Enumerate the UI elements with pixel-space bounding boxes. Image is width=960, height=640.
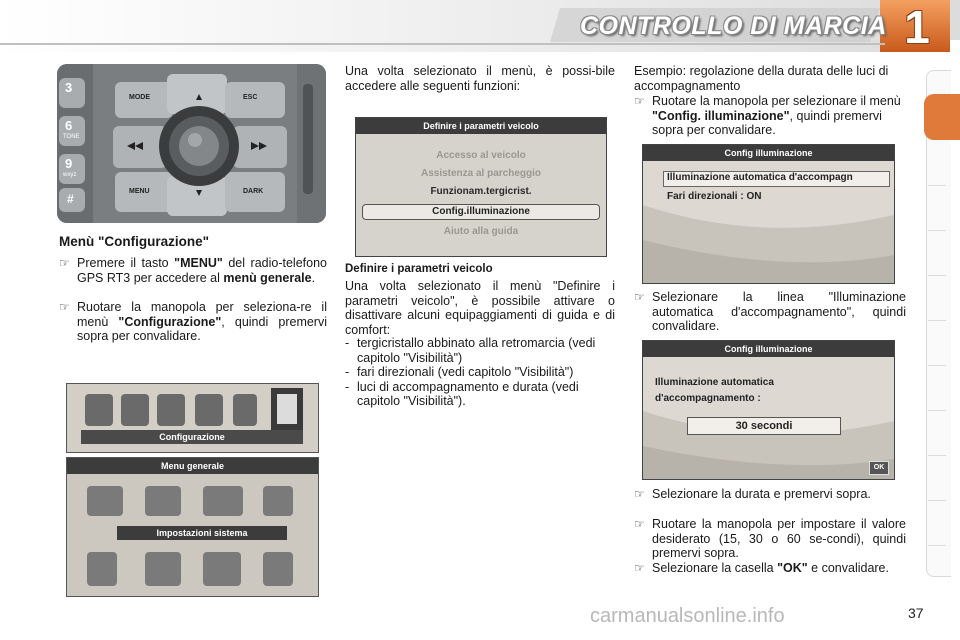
key-9-label: 9 — [65, 156, 73, 171]
pointing-hand-icon: ☞ — [634, 517, 645, 531]
text-run: Premere il tasto — [77, 256, 175, 270]
key-hash-label: # — [67, 192, 74, 206]
tab-divider — [928, 500, 946, 501]
col3-item-5 — [634, 561, 906, 576]
menu-item-assistenza[interactable]: Assistenza al parcheggio — [420, 168, 542, 179]
config-bar-label: Configurazione — [159, 432, 225, 442]
screen-background-drawing — [643, 341, 894, 479]
esc-button-label: ESC — [243, 94, 258, 101]
definire-parametri-screen — [355, 117, 607, 257]
dash-item — [345, 380, 615, 409]
dash-marker: - — [345, 365, 350, 379]
tab-divider — [928, 185, 946, 186]
bold-run: menù generale — [223, 270, 312, 285]
config-illuminazione-screen-2 — [642, 340, 895, 480]
screen-line-2: d'accompagnamento : — [655, 393, 761, 404]
menu-generale-screen — [66, 457, 319, 597]
radio-control-panel — [57, 64, 326, 223]
col3-intro: Esempio: regolazione della durata delle luci di accompagnamento — [634, 64, 889, 93]
heading-definire-parametri: Definire i parametri veicolo — [345, 263, 493, 275]
screen-title: Config illuminazione — [643, 341, 894, 357]
pointing-hand-icon: ☞ — [634, 561, 645, 575]
dash-item-text: fari direzionali (vedi capitolo "Visibilità") — [357, 365, 574, 379]
config-item-2 — [59, 300, 327, 344]
active-chapter-tab[interactable] — [924, 94, 960, 140]
pointing-hand-icon: ☞ — [59, 256, 70, 270]
pointing-hand-icon: ☞ — [59, 300, 70, 314]
text-run: e convalidare. — [807, 561, 889, 575]
menu-button-label: MENU — [129, 188, 150, 195]
col3-item-2-text: Selezionare la linea "Illuminazione automatica d'accompagnamento", quindi convalidare. — [652, 290, 906, 333]
col3-item-2 — [634, 290, 906, 334]
menu-item-aiuto-guida[interactable]: Aiuto alla guida — [443, 226, 519, 237]
tab-divider — [928, 545, 946, 546]
screen-title: Definire i parametri veicolo — [356, 118, 606, 134]
pointing-hand-icon: ☞ — [634, 487, 645, 501]
tab-divider — [928, 455, 946, 456]
col2-intro: Una volta selezionato il menù, è possi-bile accedere alle seguenti funzioni: — [345, 64, 615, 93]
config-item-1 — [59, 256, 327, 285]
dash-item — [345, 365, 615, 380]
pointing-hand-icon: ☞ — [634, 290, 645, 304]
screen-line-1: Illuminazione automatica — [655, 377, 774, 388]
dash-list — [345, 336, 615, 409]
text-run: Ruotare la manopola per selezionare il menù — [652, 94, 901, 108]
key-9-sublabel: wxyz — [63, 172, 77, 178]
dash-item-text: luci di accompagnamento e durata (vedi capitolo "Visibilità"). — [357, 379, 579, 408]
dash-item-text: tergicristallo abbinato alla retromarcia (vedi capitolo "Visibilità") — [357, 336, 596, 365]
menu-item-config-illuminazione[interactable]: Config.illuminazione — [432, 206, 530, 217]
screen-title: Config illuminazione — [643, 145, 894, 161]
heading-configurazione: Menù "Configurazione" — [59, 234, 210, 249]
watermark: carmanualsonline.info — [590, 605, 785, 627]
bold-run: "OK" — [777, 561, 808, 575]
config-item-2-text — [77, 300, 327, 344]
dark-button-label: DARK — [243, 188, 264, 195]
screen-background-drawing — [643, 145, 894, 283]
config-illuminazione-screen-1 — [642, 144, 895, 284]
duration-value-field[interactable]: 30 secondi — [687, 417, 841, 435]
line-illuminazione-automatica[interactable]: Illuminazione automatica d'accompagn — [667, 172, 853, 183]
col3-item-4 — [634, 517, 906, 561]
tab-divider — [928, 365, 946, 366]
text-run: . — [311, 270, 316, 285]
text-run: , quindi premervi sopra per convalidare. — [652, 108, 882, 137]
tab-divider — [928, 230, 946, 231]
tab-divider — [928, 320, 946, 321]
menu-item-accesso[interactable]: Accesso al veicolo — [436, 150, 526, 161]
bold-run: "Config. illuminazione" — [652, 108, 790, 123]
page-number: 37 — [908, 605, 924, 621]
config-item-1-text — [77, 256, 327, 285]
bold-run: "Configurazione" — [118, 314, 222, 329]
chapter-number: 1 — [904, 1, 930, 53]
col3-item-3 — [634, 487, 906, 502]
ok-box[interactable]: OK — [869, 461, 889, 475]
key-3-label: 3 — [65, 80, 73, 95]
tab-divider — [928, 410, 946, 411]
col3-item-1-text — [652, 94, 906, 138]
tab-divider — [928, 275, 946, 276]
control-panel-drawing — [57, 64, 326, 223]
dash-marker: - — [345, 336, 350, 350]
impostazioni-bar-label: Impostazioni sistema — [156, 528, 248, 538]
pointing-hand-icon: ☞ — [634, 94, 645, 108]
text-run: del radio-telefono GPS RT3 per accedere al — [77, 256, 327, 285]
line-fari-direzionali[interactable]: Fari direzionali : ON — [667, 191, 762, 202]
menu-generale-title: Menu generale — [67, 458, 318, 474]
col3-item-5-text — [652, 561, 906, 576]
col2-paragraph: Una volta selezionato il menù "Definire i parametri veicolo", è possibile attivare o disattivare alcuni equipaggiamenti di guida e di comfort: — [345, 279, 615, 337]
col3-item-3-text: Selezionare la durata e premervi sopra. — [652, 487, 871, 501]
dash-marker: - — [345, 379, 350, 394]
page-title: CONTROLLO DI MARCIA — [580, 12, 887, 40]
text-run: , quindi premervi sopra per convalidare. — [77, 314, 327, 343]
config-icons-screen — [66, 383, 319, 453]
bold-run: "MENU" — [174, 256, 223, 270]
key-6-label: 6 — [65, 118, 73, 133]
text-run: Ruotare la manopola per seleziona-re il menù — [77, 300, 327, 329]
mode-button-label: MODE — [129, 94, 150, 101]
menu-item-tergicrist[interactable]: Funzionam.tergicrist. — [430, 186, 532, 197]
col3-item-4-text: Ruotare la manopola per impostare il valore desiderato (15, 30 o 60 se-condi), quindi premervi sopra. — [652, 517, 906, 560]
key-6-sublabel: TONE — [63, 134, 80, 140]
dash-item — [345, 336, 615, 365]
text-run: Selezionare la casella — [652, 561, 778, 575]
col3-item-1 — [634, 94, 906, 138]
